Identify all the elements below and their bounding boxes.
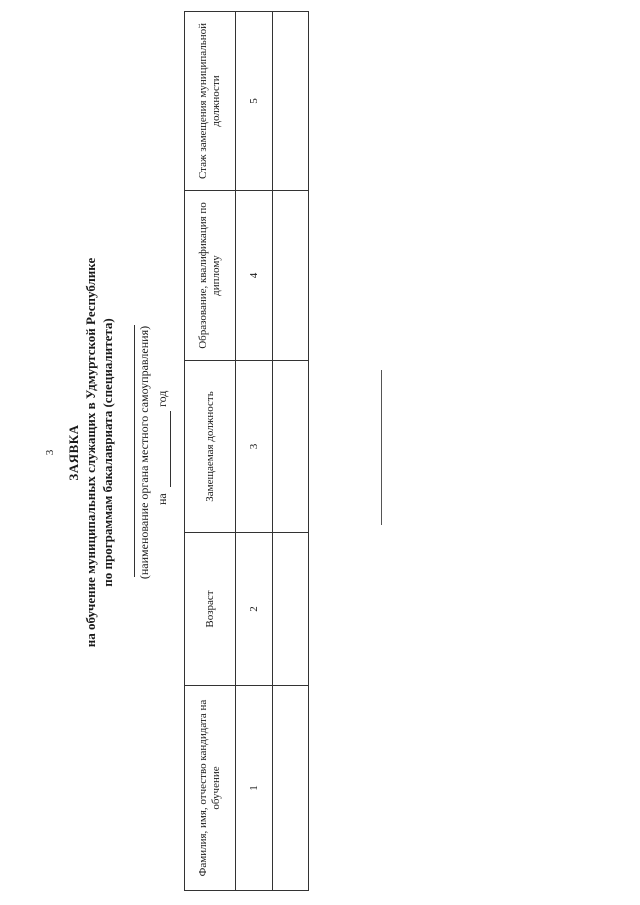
- table-cell: [273, 12, 309, 191]
- table-row: [273, 12, 309, 891]
- document-title: ЗАЯВКА: [66, 424, 81, 481]
- header-service-length: Стаж замещения муниципальной должности: [185, 12, 236, 191]
- page-number: 3: [44, 449, 56, 456]
- document-subtitle-line1: на обучение муниципальных служащих в Удмуртской Республике: [83, 257, 98, 648]
- table-header-row: [185, 12, 236, 891]
- signature-line: [381, 370, 382, 525]
- column-number: 1: [236, 686, 273, 891]
- column-number: 3: [236, 361, 273, 533]
- table-cell: [273, 686, 309, 891]
- table-cell: [273, 533, 309, 686]
- year-suffix: год: [155, 390, 169, 407]
- application-table: [184, 11, 309, 891]
- column-number: 5: [236, 12, 273, 191]
- header-age: Возраст: [185, 533, 236, 686]
- header-position: Замещаемая должность: [185, 361, 236, 533]
- org-name-caption: (наименование органа местного самоуправления): [137, 325, 151, 580]
- year-prefix: на: [155, 493, 169, 505]
- table-cell: [273, 361, 309, 533]
- table-cell: [273, 191, 309, 361]
- header-education: Образование, квалификация по диплому: [185, 191, 236, 361]
- header-full-name: Фамилия, имя, отчество кандидата на обучение: [185, 686, 236, 891]
- org-name-line: [134, 325, 135, 577]
- year-blank-line: [170, 411, 171, 487]
- document-subtitle-line2: по программам бакалавриата (специалитета): [100, 318, 115, 587]
- table-number-row: [236, 12, 273, 891]
- column-number: 2: [236, 533, 273, 686]
- column-number: 4: [236, 191, 273, 361]
